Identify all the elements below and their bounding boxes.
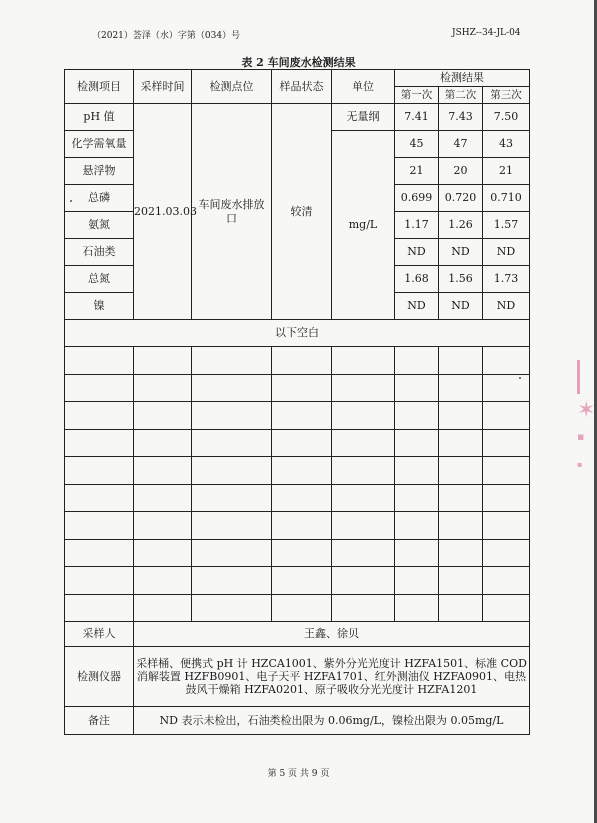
value-cell: 1.26 bbox=[439, 212, 483, 239]
col-header-first: 第一次 bbox=[395, 87, 439, 104]
value-cell: ND bbox=[395, 293, 439, 320]
form-code: JSHZ--34-JL-04 bbox=[452, 28, 521, 38]
instrument-value: 采样桶、便携式 pH 计 HZCA1001、紫外分光光度计 HZFA1501、标准 COD 消解装置 HZFB0901、电子天平 HZFA1701、红外测油仪 HZFA0901、电热鼓风干燥箱 HZFA0201、原子吸收分光光度计 HZFA1201 bbox=[134, 647, 530, 707]
empty-row bbox=[65, 374, 530, 402]
empty-row bbox=[65, 347, 530, 375]
sampling-time-cell: 2021.03.03 bbox=[134, 104, 192, 320]
empty-row bbox=[65, 429, 530, 457]
red-seal-fragment: ▪ bbox=[577, 460, 583, 469]
unit-cell: mg/L bbox=[332, 131, 395, 320]
value-cell: 7.43 bbox=[439, 104, 483, 131]
note-value: ND 表示未检出，石油类检出限为 0.06mg/L，镍检出限为 0.05mg/L bbox=[134, 707, 530, 735]
blank-note: 以下空白 bbox=[65, 320, 530, 347]
value-cell: 0.699 bbox=[395, 185, 439, 212]
empty-row bbox=[65, 567, 530, 595]
empty-row bbox=[65, 594, 530, 622]
value-cell: 1.73 bbox=[483, 266, 530, 293]
item-cell: pH 值 bbox=[65, 104, 134, 131]
value-cell: 20 bbox=[439, 158, 483, 185]
col-header-second: 第二次 bbox=[439, 87, 483, 104]
table-row bbox=[65, 104, 530, 131]
location-cell: 车间废水排放口 bbox=[192, 104, 272, 320]
red-seal-fragment bbox=[577, 360, 597, 394]
document-number: （2021）荟泽（水）字第（034）号 bbox=[92, 31, 241, 41]
scan-speck bbox=[70, 200, 72, 202]
empty-row bbox=[65, 484, 530, 512]
value-cell: 0.720 bbox=[439, 185, 483, 212]
value-cell: ND bbox=[483, 239, 530, 266]
value-cell: 21 bbox=[395, 158, 439, 185]
value-cell: 47 bbox=[439, 131, 483, 158]
empty-row bbox=[65, 512, 530, 540]
instrument-label: 检测仪器 bbox=[65, 647, 134, 707]
note-row bbox=[65, 707, 530, 735]
header-row bbox=[65, 70, 530, 87]
col-header-results: 检测结果 bbox=[395, 70, 530, 87]
sampler-value: 王鑫、徐贝 bbox=[134, 622, 530, 647]
unit-cell: 无量纲 bbox=[332, 104, 395, 131]
item-cell: 氨氮 bbox=[65, 212, 134, 239]
note-label: 备注 bbox=[65, 707, 134, 735]
instrument-row bbox=[65, 647, 530, 707]
empty-row bbox=[65, 539, 530, 567]
value-cell: 1.56 bbox=[439, 266, 483, 293]
item-cell: 总氮 bbox=[65, 266, 134, 293]
value-cell: ND bbox=[395, 239, 439, 266]
item-cell: 镍 bbox=[65, 293, 134, 320]
value-cell: 1.57 bbox=[483, 212, 530, 239]
value-cell: 0.710 bbox=[483, 185, 530, 212]
col-header-time: 采样时间 bbox=[134, 70, 192, 104]
col-header-state: 样品状态 bbox=[272, 70, 332, 104]
item-cell: 悬浮物 bbox=[65, 158, 134, 185]
item-cell: 石油类 bbox=[65, 239, 134, 266]
item-cell: 总磷 bbox=[65, 185, 134, 212]
scan-speck bbox=[519, 377, 521, 379]
value-cell: 1.17 bbox=[395, 212, 439, 239]
red-seal-fragment: ▪ bbox=[577, 430, 585, 443]
empty-row bbox=[65, 402, 530, 430]
value-cell: 7.50 bbox=[483, 104, 530, 131]
value-cell: ND bbox=[439, 239, 483, 266]
value-cell: 43 bbox=[483, 131, 530, 158]
col-header-third: 第三次 bbox=[483, 87, 530, 104]
table-caption: 表 2 车间废水检测结果 bbox=[241, 56, 356, 69]
col-header-location: 检测点位 bbox=[192, 70, 272, 104]
wastewater-results-table bbox=[64, 69, 530, 735]
value-cell: 7.41 bbox=[395, 104, 439, 131]
col-header-item: 检测项目 bbox=[65, 70, 134, 104]
value-cell: ND bbox=[439, 293, 483, 320]
empty-row bbox=[65, 457, 530, 485]
col-header-unit: 单位 bbox=[332, 70, 395, 104]
value-cell: 1.68 bbox=[395, 266, 439, 293]
red-seal-fragment: ✶ bbox=[577, 398, 596, 423]
sampler-label: 采样人 bbox=[65, 622, 134, 647]
blank-note-row bbox=[65, 320, 530, 347]
page-number: 第 5 页 共 9 页 bbox=[267, 769, 330, 779]
state-cell: 较清 bbox=[272, 104, 332, 320]
sampler-row bbox=[65, 622, 530, 647]
item-cell: 化学需氧量 bbox=[65, 131, 134, 158]
value-cell: ND bbox=[483, 293, 530, 320]
value-cell: 45 bbox=[395, 131, 439, 158]
value-cell: 21 bbox=[483, 158, 530, 185]
